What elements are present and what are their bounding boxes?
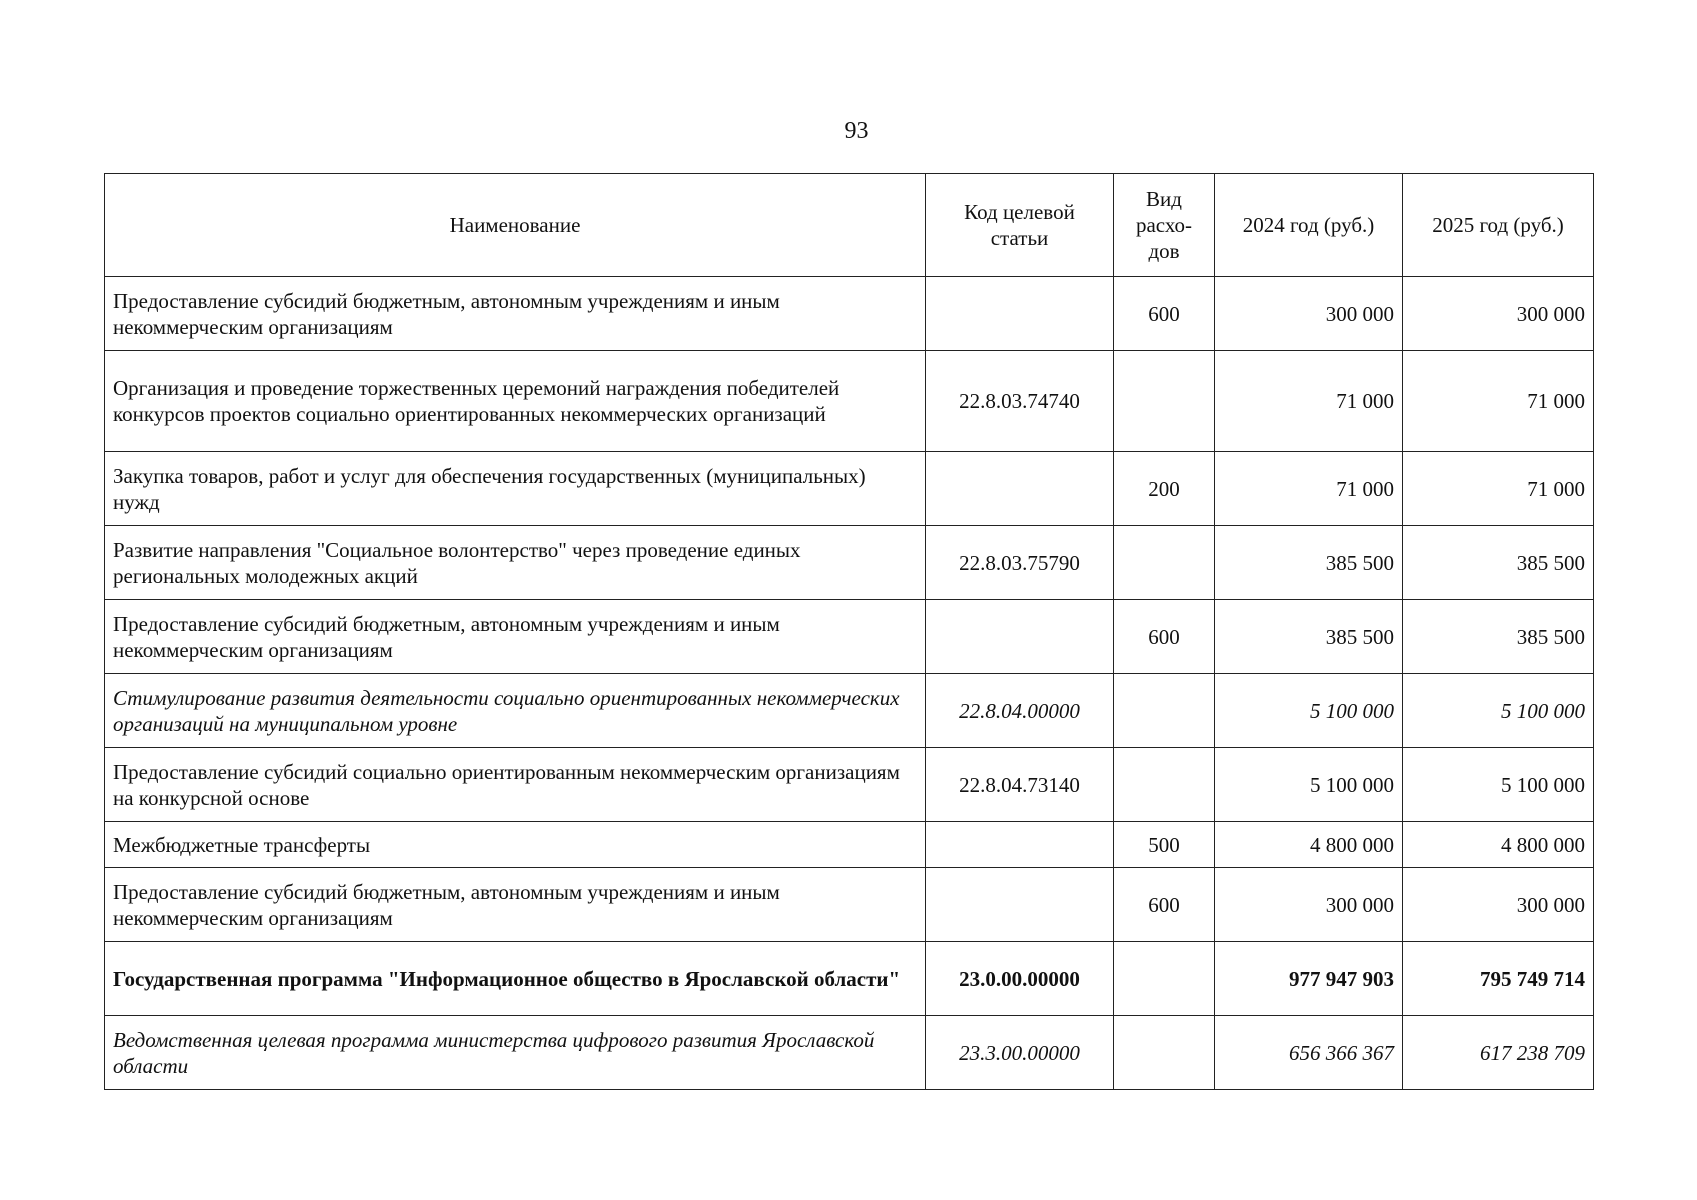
cell-vid: 200: [1114, 452, 1215, 526]
cell-code: 23.0.00.00000: [926, 942, 1114, 1016]
table-row: [105, 526, 1594, 600]
table-row: [105, 822, 1594, 868]
cell-vid: 600: [1114, 600, 1215, 674]
cell-vid: [1114, 674, 1215, 748]
cell-name: Государственная программа "Информационное общество в Ярославской области": [105, 942, 926, 1016]
cell-2025: 71 000: [1403, 452, 1594, 526]
cell-2024: 385 500: [1215, 600, 1403, 674]
budget-table: [104, 173, 1594, 1090]
table-row: [105, 277, 1594, 351]
cell-2025: 5 100 000: [1403, 748, 1594, 822]
cell-2024: 300 000: [1215, 277, 1403, 351]
cell-vid: 600: [1114, 868, 1215, 942]
cell-name: Предоставление субсидий бюджетным, автономным учреждениям и иным некоммерческим организациям: [105, 277, 926, 351]
table-row: [105, 600, 1594, 674]
cell-2025: 300 000: [1403, 868, 1594, 942]
cell-vid: [1114, 526, 1215, 600]
cell-name: Стимулирование развития деятельности социально ориентированных некоммерческих организаций на муниципальном уровне: [105, 674, 926, 748]
cell-2024: 5 100 000: [1215, 748, 1403, 822]
header-vid: Вид расхо-дов: [1114, 174, 1215, 277]
cell-name: Организация и проведение торжественных церемоний награждения победителей конкурсов проектов социально ориентированных некоммерческих организаций: [105, 351, 926, 452]
cell-name: Предоставление субсидий бюджетным, автономным учреждениям и иным некоммерческим организациям: [105, 868, 926, 942]
cell-2024: 385 500: [1215, 526, 1403, 600]
table-row: [105, 452, 1594, 526]
cell-2024: 71 000: [1215, 452, 1403, 526]
cell-vid: [1114, 942, 1215, 1016]
cell-2025: 5 100 000: [1403, 674, 1594, 748]
table-row: [105, 748, 1594, 822]
header-2025: 2025 год (руб.): [1403, 174, 1594, 277]
cell-vid: [1114, 1016, 1215, 1090]
header-name: Наименование: [105, 174, 926, 277]
cell-vid: [1114, 351, 1215, 452]
cell-code: [926, 868, 1114, 942]
cell-2025: 385 500: [1403, 526, 1594, 600]
cell-vid: 600: [1114, 277, 1215, 351]
cell-2024: 4 800 000: [1215, 822, 1403, 868]
cell-code: 22.8.03.74740: [926, 351, 1114, 452]
cell-vid: 500: [1114, 822, 1215, 868]
table-header-row: [105, 174, 1594, 277]
cell-name: Предоставление субсидий социально ориентированным некоммерческим организациям на конкурсной основе: [105, 748, 926, 822]
header-2024: 2024 год (руб.): [1215, 174, 1403, 277]
cell-code: [926, 277, 1114, 351]
cell-name: Предоставление субсидий бюджетным, автономным учреждениям и иным некоммерческим организациям: [105, 600, 926, 674]
cell-code: 22.8.04.73140: [926, 748, 1114, 822]
cell-2024: 300 000: [1215, 868, 1403, 942]
cell-code: [926, 600, 1114, 674]
cell-2024: 71 000: [1215, 351, 1403, 452]
table-body: [105, 277, 1594, 1090]
cell-code: 22.8.03.75790: [926, 526, 1114, 600]
cell-2024: 656 366 367: [1215, 1016, 1403, 1090]
cell-2024: 977 947 903: [1215, 942, 1403, 1016]
table-row: [105, 942, 1594, 1016]
cell-name: Развитие направления "Социальное волонтерство" через проведение единых региональных молодежных акций: [105, 526, 926, 600]
cell-2025: 71 000: [1403, 351, 1594, 452]
cell-code: [926, 452, 1114, 526]
table-row: [105, 1016, 1594, 1090]
header-code: Код целевой статьи: [926, 174, 1114, 277]
cell-name: Закупка товаров, работ и услуг для обеспечения государственных (муниципальных) нужд: [105, 452, 926, 526]
page-number: 93: [844, 118, 869, 144]
cell-code: [926, 822, 1114, 868]
cell-2024: 5 100 000: [1215, 674, 1403, 748]
cell-code: 23.3.00.00000: [926, 1016, 1114, 1090]
cell-2025: 385 500: [1403, 600, 1594, 674]
cell-code: 22.8.04.00000: [926, 674, 1114, 748]
cell-vid: [1114, 748, 1215, 822]
table-row: [105, 351, 1594, 452]
cell-2025: 795 749 714: [1403, 942, 1594, 1016]
cell-2025: 300 000: [1403, 277, 1594, 351]
cell-2025: 617 238 709: [1403, 1016, 1594, 1090]
table-row: [105, 868, 1594, 942]
cell-2025: 4 800 000: [1403, 822, 1594, 868]
cell-name: Ведомственная целевая программа министерства цифрового развития Ярославской области: [105, 1016, 926, 1090]
table-row: [105, 674, 1594, 748]
cell-name: Межбюджетные трансферты: [105, 822, 926, 868]
